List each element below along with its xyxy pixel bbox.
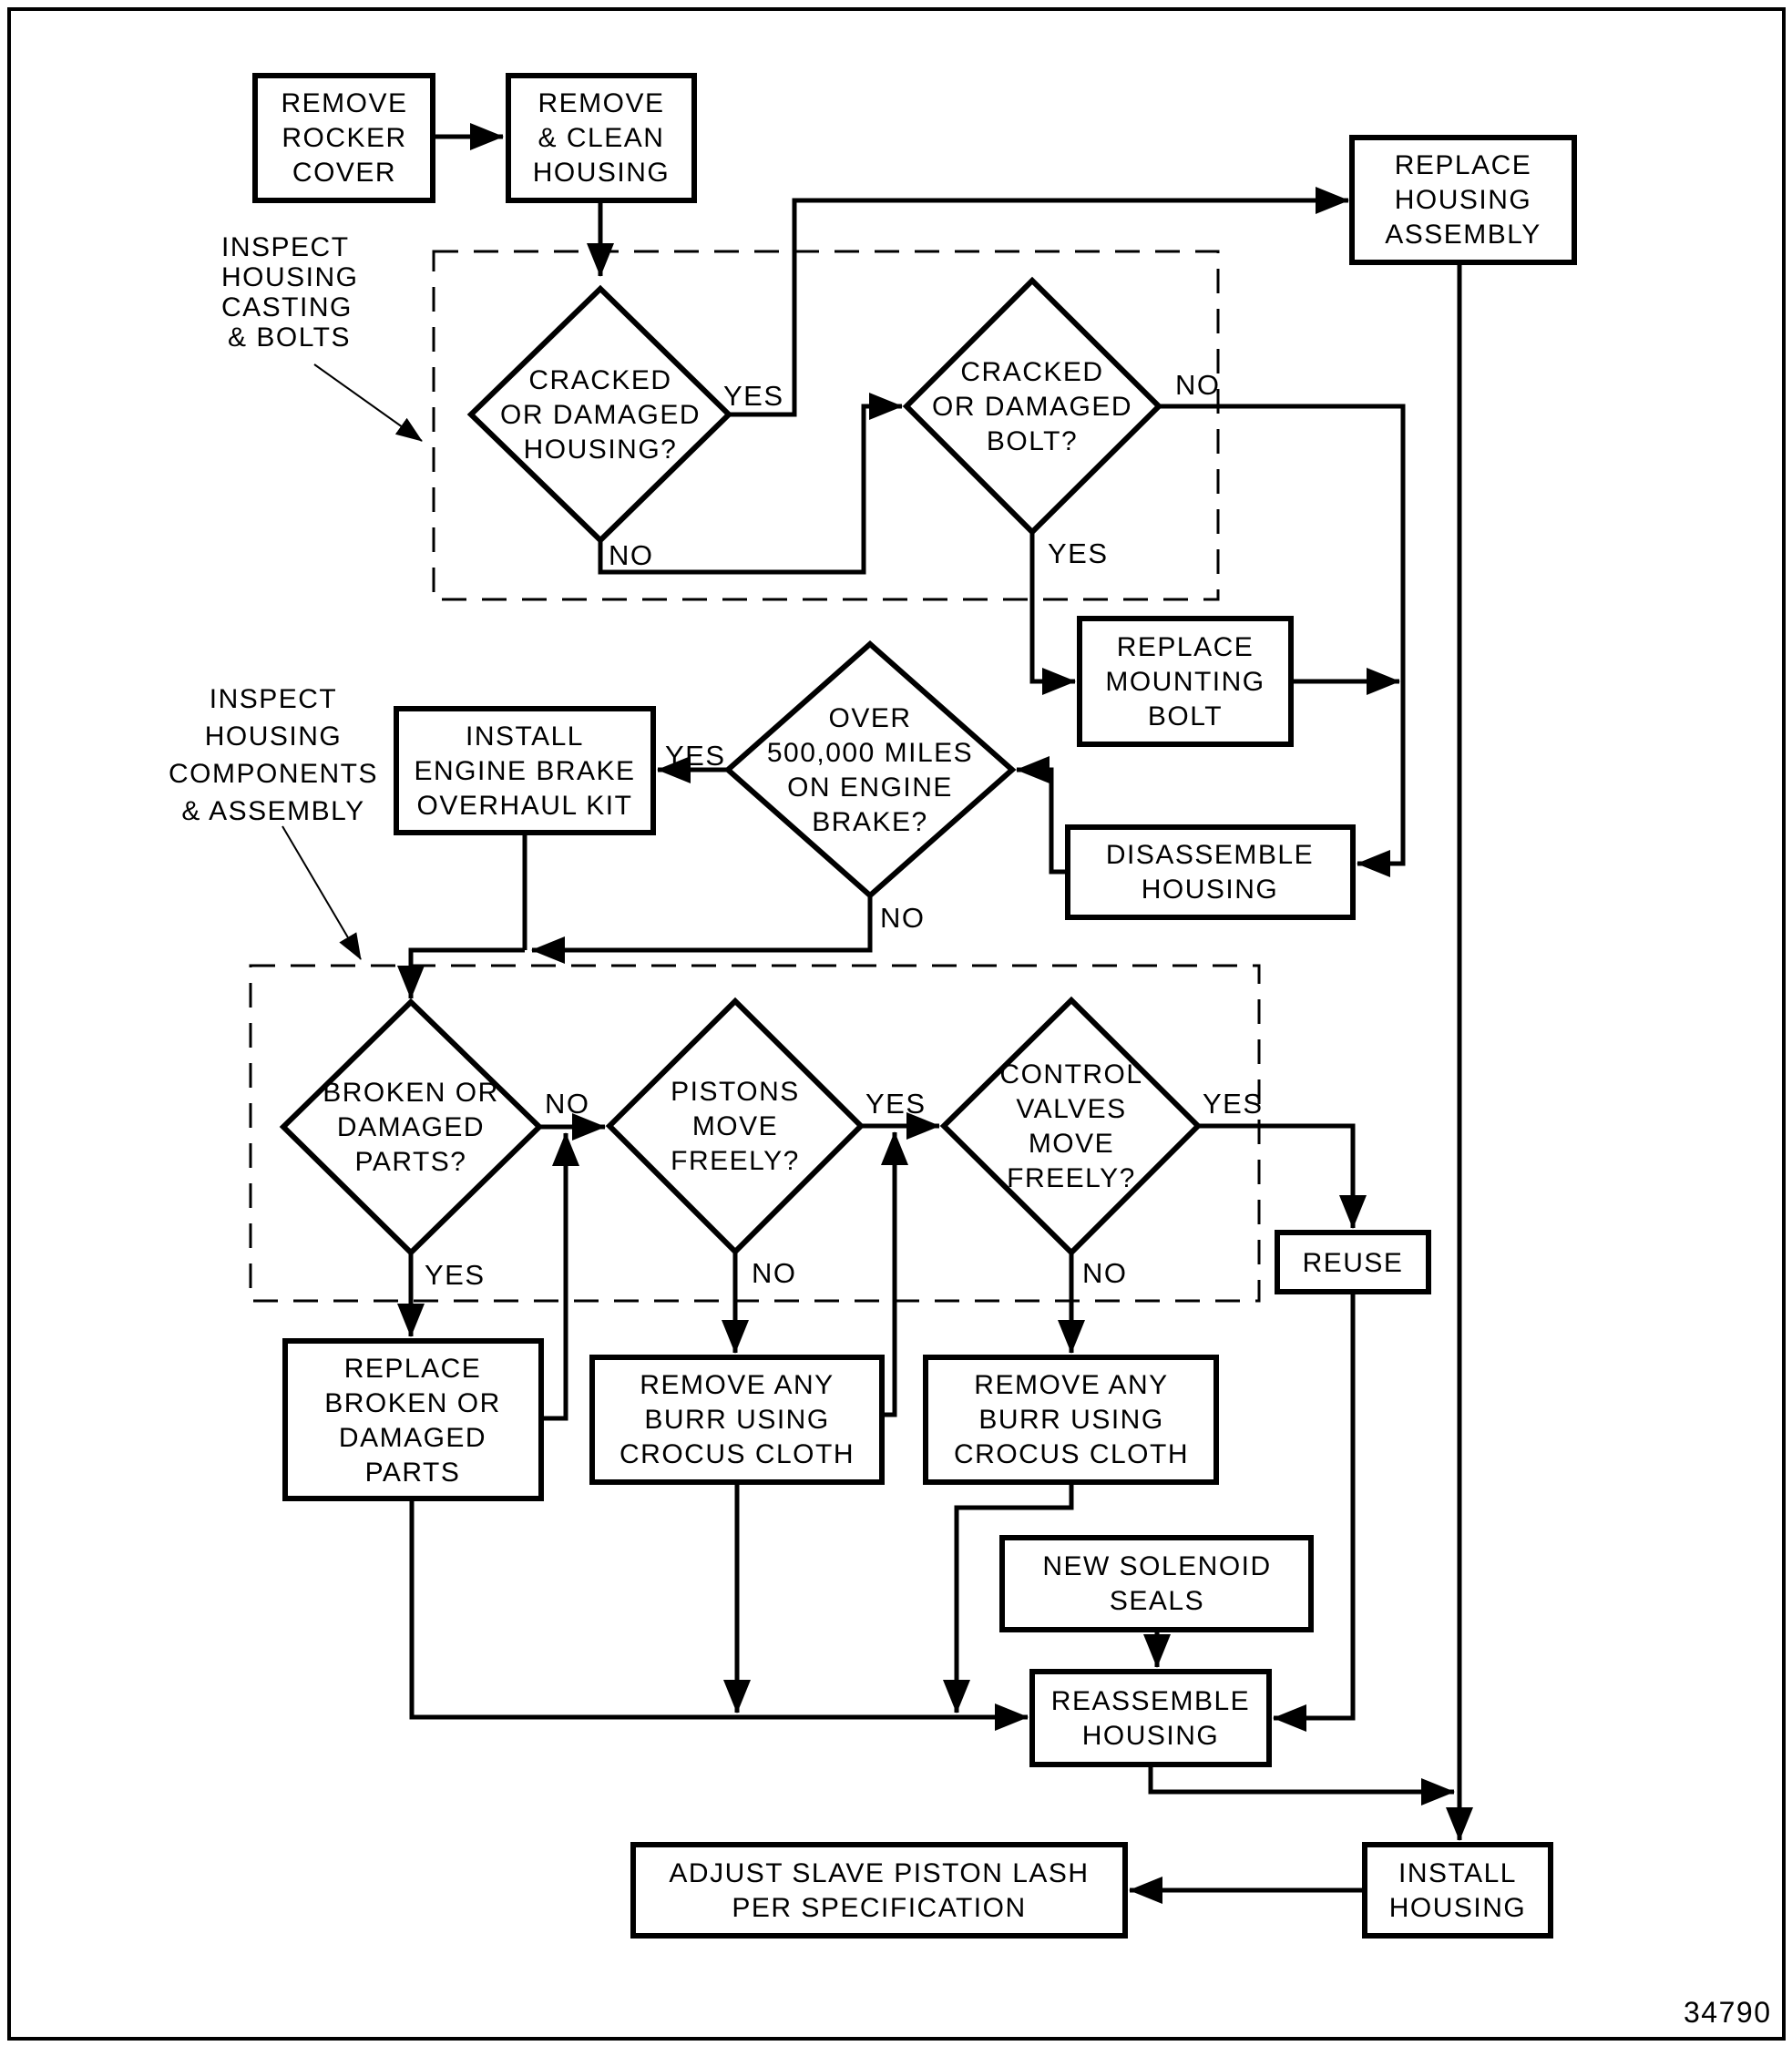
node-text: BOLT [1147,701,1224,731]
node-text: MOUNTING [1105,667,1265,697]
node-text: HOUSING [1141,875,1279,905]
annotation-line: INSPECT [209,684,338,714]
node-text: REPLACE [343,1354,482,1384]
node-text: HOUSING [1081,1721,1220,1751]
node-text: DAMAGED [338,1423,487,1453]
node-text: PISTONS [671,1077,800,1107]
no-label: NO [545,1088,590,1120]
node-text: DAMAGED [336,1112,486,1142]
node-text: BOLT? [986,426,1079,456]
process-remove-rocker-cover [255,76,433,200]
node-text: HOUSING [1388,1893,1527,1923]
no-label: NO [1175,369,1221,401]
node-text: ENGINE BRAKE [414,756,636,786]
yes-label: YES [1048,537,1109,569]
node-text: VALVES [1016,1094,1127,1124]
annotation-line: CASTING [221,292,353,322]
decision-over-500k-miles [728,644,1012,895]
node-text: OR DAMAGED [499,400,701,430]
annotation-inspect-components [169,684,378,826]
node-text: BROKEN OR [323,1078,499,1108]
process-new-solenoid-seals [1002,1538,1311,1630]
node-text: BURR USING [644,1405,830,1435]
decision-cracked-housing [471,289,729,540]
node-text: COVER [292,158,397,188]
process-disassemble-housing [1068,827,1353,917]
process-install-overhaul-kit [396,709,653,833]
yes-label: YES [1203,1088,1264,1120]
edge-collector-to-reassemble [412,1499,1028,1717]
edge-disassemble-to-500k [1017,770,1068,872]
node-text: HOUSING [1394,185,1532,215]
decision-cracked-bolt [906,281,1159,532]
process-replace-housing-assembly [1352,138,1574,262]
node-text: CROCUS CLOTH [619,1439,855,1469]
node-text: MOVE [691,1111,779,1141]
node-text: BROKEN OR [324,1388,501,1418]
yes-label: YES [865,1088,927,1120]
process-remove-burr-valves [926,1357,1216,1482]
node-text: REMOVE [538,88,665,118]
process-install-housing [1365,1845,1551,1936]
node-text: 500,000 MILES [766,738,974,768]
node-text: REASSEMBLE [1050,1686,1251,1716]
node-text: REMOVE ANY [974,1370,1169,1400]
node-text: FREELY? [671,1146,800,1176]
process-replace-broken-parts [285,1341,541,1499]
annotation-line: HOUSING [204,721,343,752]
node-text: PARTS [364,1458,461,1488]
yes-label: YES [425,1259,486,1291]
node-text: REPLACE [1116,632,1254,662]
edge-reuse-to-reassemble [1274,1292,1353,1718]
process-reuse [1277,1233,1428,1292]
node-text: INSTALL [1398,1858,1517,1888]
node-text: SEALS [1109,1586,1205,1616]
node-text: CRACKED [960,357,1104,387]
node-text: PER SPECIFICATION [732,1893,1027,1923]
node-text: & CLEAN [538,123,665,153]
node-text: DISASSEMBLE [1105,840,1315,870]
process-remove-burr-pistons [592,1357,882,1482]
node-text: REMOVE [281,88,408,118]
decision-pistons-move-freely [609,1001,861,1252]
node-text: OVERHAUL KIT [416,791,633,821]
annotation-line: & BOLTS [228,322,351,353]
no-label: NO [880,902,926,934]
edge-replace-parts-return [541,1133,566,1418]
process-adjust-slave-piston-lash [633,1845,1125,1936]
annotation-line: HOUSING [221,262,359,292]
node-text: OR DAMAGED [931,392,1133,422]
edge-reassemble-join [1151,1765,1454,1792]
process-replace-mounting-bolt [1080,619,1291,744]
node-text: CONTROL [999,1059,1143,1089]
components-label-arrow [282,826,361,959]
annotation-line: INSPECT [221,232,350,262]
annotation-line: & ASSEMBLY [181,796,365,826]
node-text: REMOVE ANY [640,1370,835,1400]
node-text: CROCUS CLOTH [953,1439,1190,1469]
node-text: HOUSING [532,158,671,188]
node-text: HOUSING? [523,435,678,465]
yes-label: YES [723,380,784,412]
no-label: NO [1082,1257,1128,1289]
node-text: INSTALL [466,721,584,752]
annotation-line: COMPONENTS [168,759,379,789]
node-text: ROCKER [282,123,407,153]
casting-label-arrow [314,364,422,441]
no-label: NO [752,1257,797,1289]
node-text: FREELY? [1007,1163,1136,1193]
node-text: REUSE [1302,1248,1404,1278]
node-text: CRACKED [528,365,672,395]
node-text: ON ENGINE [787,772,953,803]
decision-broken-parts [283,1002,539,1253]
node-text: ASSEMBLY [1385,220,1541,250]
edge-500k-no-merge [532,895,870,950]
edge-valves-yes-to-reuse [1198,1126,1353,1228]
node-text: BRAKE? [812,807,928,837]
process-reassemble-housing [1032,1672,1269,1765]
node-text: MOVE [1028,1129,1115,1159]
node-text: REPLACE [1394,150,1532,180]
decision-control-valves-move-freely [944,1000,1198,1253]
node-text: BURR USING [978,1405,1164,1435]
node-text: OVER [828,703,912,733]
node-text: PARTS? [354,1147,467,1177]
node-text: ADJUST SLAVE PISTON LASH [669,1858,1090,1888]
process-remove-clean-housing [508,76,694,200]
yes-label: YES [665,740,726,772]
edge-into-broken-parts [411,950,525,998]
node-text: NEW SOLENOID [1042,1551,1272,1581]
figure-number: 34790 [1684,1996,1772,2029]
annotation-inspect-casting [221,232,359,353]
no-label: NO [609,539,654,571]
